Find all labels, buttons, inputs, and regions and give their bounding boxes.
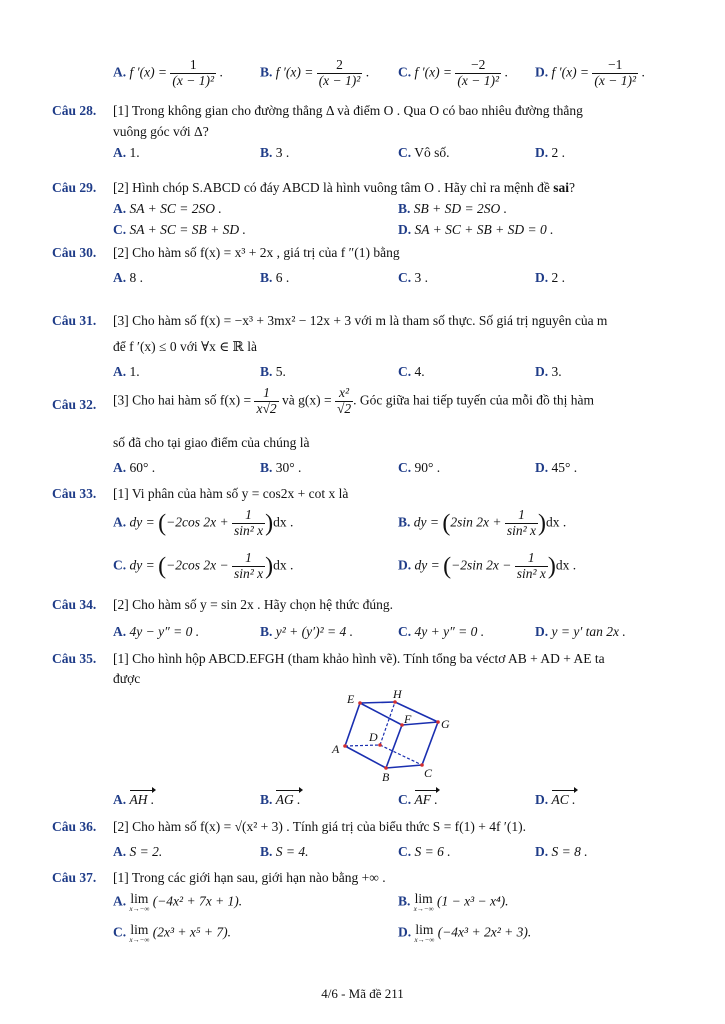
q35-option-d: D. AC . <box>535 792 576 807</box>
edge-bc <box>386 765 422 768</box>
question-text: [2] Cho hàm số f(x) = √(x² + 3) . Tính giá trị của biểu thức S = f(1) + 4f ′(1). <box>113 819 526 834</box>
edge-hg <box>395 702 438 722</box>
question-text: [3] Cho hàm số f(x) = −x³ + 3mx² − 12x + 3 với m là tham số thực. Số giá trị nguyên của m <box>113 313 608 328</box>
edge-ef <box>360 703 402 725</box>
question-number: Câu 31. <box>52 313 97 328</box>
q32-option-c: C. 90° . <box>398 460 441 475</box>
question-number: Câu 33. <box>52 486 97 501</box>
question-number: Câu 37. <box>52 870 97 885</box>
edge-dc <box>380 745 422 765</box>
q28-option-c: C. Vô số. <box>398 145 450 160</box>
q36-option-b: B. S = 4. <box>260 844 309 859</box>
question-text: [2] Cho hàm số y = sin 2x . Hãy chọn hệ thức đúng. <box>113 597 394 612</box>
q34-option-d: D. y = y′ tan 2x . <box>535 624 626 639</box>
question-text: được <box>113 671 141 686</box>
question-number: Câu 35. <box>52 651 97 666</box>
vertex-label-h: H <box>393 687 402 701</box>
q34-option-b: B. y² + (y′)² = 4 . <box>260 624 354 639</box>
vertex-label-f: F <box>404 712 412 726</box>
question-number: Câu 34. <box>52 597 97 612</box>
question-text: số đã cho tại giao điểm của chúng là <box>113 435 310 450</box>
q29-option-a: A. SA + SC = 2SO . <box>113 201 222 216</box>
q36-option-d: D. S = 8 . <box>535 844 588 859</box>
q29-option-d: D. SA + SC + SB + SD = 0 . <box>398 222 554 237</box>
question-number: Câu 30. <box>52 245 97 260</box>
page-footer: 4/6 - Mã đề 211 <box>321 986 404 1001</box>
vertex-label-g: G <box>441 717 450 731</box>
q32-option-d: D. 45° . <box>535 460 578 475</box>
edge-gc <box>422 722 438 765</box>
q33-option-a: A. dy = (−2cos 2x + $\frac{1}{\text{sin² x}}$ )dx . <box>113 507 294 538</box>
q30-option-c: C. 3 . <box>398 270 428 285</box>
q33-option-c: C. dy = (−2cos 2x − $\frac{1}{\text{sin² x}}$ )dx . <box>113 550 294 581</box>
question-text: [1] Vi phân của hàm số y = cos2x + cot x là <box>113 486 349 501</box>
vertex-label-e: E <box>347 692 355 706</box>
q37-option-c: C. lim x→−∞ (2x³ + x⁵ + 7). <box>113 922 232 944</box>
edge-eh <box>360 702 395 703</box>
question-number: Câu 29. <box>52 180 97 195</box>
parallelepiped-figure <box>320 685 460 785</box>
q37-option-b: B. lim x→−∞ (1 − x³ − x⁴). <box>398 891 509 913</box>
question-text: [1] Cho hình hộp ABCD.EFGH (tham khảo hình vẽ). Tính tổng ba véctơ AB + AD + AE ta <box>113 651 605 666</box>
q29-option-b: B. SB + SD = 2SO . <box>398 201 507 216</box>
q27-option-b: B. f ′(x) = $\frac{2}{\text{(x − 1)²}}$ . <box>260 57 370 88</box>
question-text: [2] Hình chóp S.ABCD có đáy ABCD là hình vuông tâm O . Hãy chỉ ra mệnh đề sai? <box>113 180 575 195</box>
edge-dh <box>380 702 395 745</box>
vertex-label-c: C <box>424 766 433 780</box>
question-number: Câu 32. <box>52 397 97 412</box>
q27-option-c: C. f ′(x) = $\frac{-2}{\text{(x − 1)²}}$ . <box>398 57 508 88</box>
q36-option-a: A. S = 2. <box>113 844 163 859</box>
edge-fb <box>386 725 402 768</box>
q35-option-c: C. AF . <box>398 792 438 807</box>
question-number: Câu 36. <box>52 819 97 834</box>
q28-option-b: B. 3 . <box>260 145 290 160</box>
q31-option-a: A. 1. <box>113 364 140 379</box>
q33-option-b: B. dy = (2sin 2x + $\frac{1}{\text{sin² x}}$ )dx . <box>398 507 567 538</box>
question-number: Câu 28. <box>52 103 97 118</box>
q30-option-b: B. 6 . <box>260 270 290 285</box>
q34-option-a: A. 4y − y″ = 0 . <box>113 624 200 639</box>
question-text: [3] Cho hai hàm số f(x) = $\frac{1}{x√2}$ và g(x) = $\frac{\text{x²}}{√2}$ . Góc giữa hai tiếp tuyến của mỗi đồ thị hàm <box>113 385 595 416</box>
question-text: [2] Cho hàm số f(x) = x³ + 2x , giá trị của f ″(1) bằng <box>113 245 400 260</box>
vertex-label-d: D <box>369 730 378 744</box>
q31-option-b: B. 5. <box>260 364 286 379</box>
q27-option-a: A. f ′(x) = $\frac{1}{\text{(x − 1)²}}$ . <box>113 57 223 88</box>
q29-option-c: C. SA + SC = SB + SD . <box>113 222 246 237</box>
q30-option-a: A. 8 . <box>113 270 143 285</box>
vertex-label-b: B <box>382 770 390 784</box>
vertex-label-a: A <box>332 742 340 756</box>
q34-option-c: C. 4y + y″ = 0 . <box>398 624 485 639</box>
question-text: [1] Trong không gian cho đường thẳng Δ và điểm O . Qua O có bao nhiêu đường thẳng <box>113 103 583 118</box>
q27-option-d: D. f ′(x) = $\frac{-1}{\text{(x − 1)²}}$ . <box>535 57 645 88</box>
q36-option-c: C. S = 6 . <box>398 844 451 859</box>
q28-option-d: D. 2 . <box>535 145 565 160</box>
q37-option-d: D. lim x→−∞ (−4x³ + 2x² + 3). <box>398 922 532 944</box>
question-text: để f ′(x) ≤ 0 với ∀x ∈ ℝ là <box>113 339 257 354</box>
edge-ae <box>345 703 360 746</box>
q35-option-a: A. AH . <box>113 792 155 807</box>
q33-option-d: D. dy = (−2sin 2x − $\frac{1}{\text{sin² x}}$ )dx . <box>398 550 577 581</box>
question-text: vuông góc với Δ? <box>113 124 209 139</box>
q35-option-b: B. AG . <box>260 792 301 807</box>
q32-option-a: A. 60° . <box>113 460 156 475</box>
q31-option-c: C. 4. <box>398 364 425 379</box>
q31-option-d: D. 3. <box>535 364 562 379</box>
question-text: [1] Trong các giới hạn sau, giới hạn nào bằng +∞ . <box>113 870 386 885</box>
q30-option-d: D. 2 . <box>535 270 565 285</box>
q28-option-a: A. 1. <box>113 145 140 160</box>
q32-option-b: B. 30° . <box>260 460 302 475</box>
edge-ab <box>345 746 386 768</box>
edge-ad <box>345 745 380 746</box>
q37-option-a: A. lim x→−∞ (−4x² + 7x + 1). <box>113 891 243 913</box>
